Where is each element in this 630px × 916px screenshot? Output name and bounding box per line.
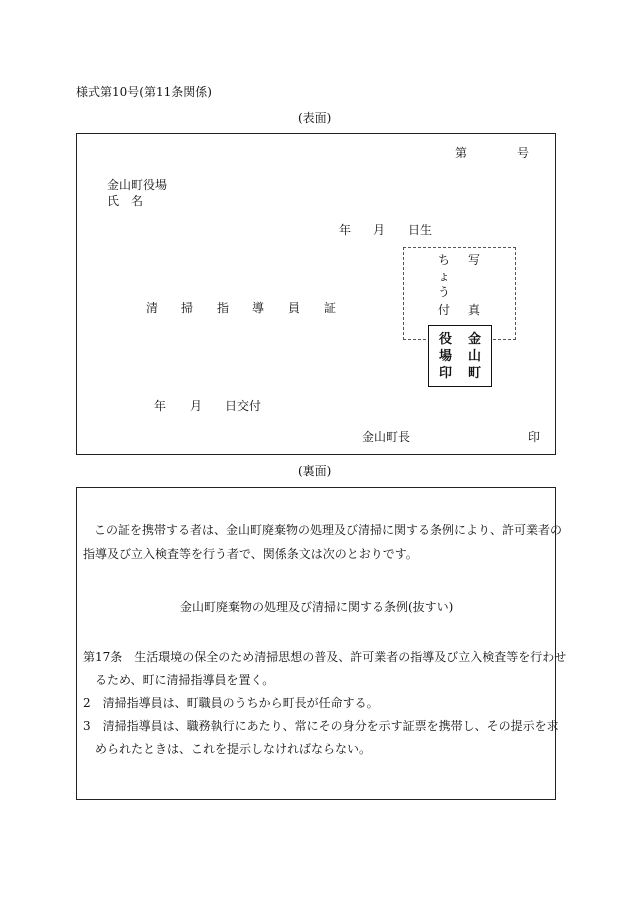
photo-label-col1-2: ょ xyxy=(438,269,451,283)
seal-left-2: 場 xyxy=(439,349,453,364)
title-char-1: 清 xyxy=(146,301,159,315)
photo-label-col1-4: 付 xyxy=(438,303,451,317)
photo-label-col1-3: う xyxy=(438,285,451,299)
article-17-line-2: るため、町に清掃指導員を置く。 xyxy=(95,673,275,687)
seal-right-2: 山 xyxy=(468,349,482,364)
title-char-5: 員 xyxy=(288,301,301,315)
front-card xyxy=(76,133,556,455)
clause-3-line-2: められたときは、これを提示しなければならない。 xyxy=(95,742,372,756)
number-suffix: 号 xyxy=(517,146,530,160)
issue-day-label: 日交付 xyxy=(225,399,262,413)
mayor-label: 金山町長 xyxy=(362,430,411,444)
clause-3-line-1: 3 清掃指導員は、職務執行にあたり、常にその身分を示す証票を携帯し、その提示を求 xyxy=(83,719,559,733)
back-card xyxy=(76,487,567,800)
issue-year-label: 年 xyxy=(154,399,167,413)
seal-left-1: 役 xyxy=(439,332,453,347)
photo-label-col1-1: ち xyxy=(438,253,451,267)
seal-left-3: 印 xyxy=(439,366,453,381)
ordinance-title: 金山町廃棄物の処理及び清掃に関する条例(抜すい) xyxy=(180,600,454,614)
title-char-4: 導 xyxy=(252,301,265,315)
article-17-line-1: 第17条 生活環境の保全のため清掃思想の普及、許可業者の指導及び立入検査等を行わせ xyxy=(83,650,567,664)
number-prefix: 第 xyxy=(455,146,468,160)
title-char-2: 掃 xyxy=(181,301,194,315)
issuer-name: 金山町役場 xyxy=(107,178,168,192)
birth-year-label: 年 xyxy=(339,223,352,237)
clause-2: 2 清掃指導員は、町職員のうちから町長が任命する。 xyxy=(83,696,379,710)
birth-day-label: 日生 xyxy=(408,223,433,237)
name-label: 氏 名 xyxy=(107,194,144,208)
back-caption: (裏面) xyxy=(298,464,332,478)
title-char-6: 証 xyxy=(324,301,337,315)
intro-line-2: 指導及び立入検査等を行う者で、関係条文は次のとおりです。 xyxy=(83,547,418,561)
stamp-mark: 印 xyxy=(528,430,541,444)
form-number: 様式第10号(第11条関係) xyxy=(76,85,212,99)
birth-month-label: 月 xyxy=(373,223,386,237)
seal-right-1: 金 xyxy=(468,332,482,347)
intro-line-1: この証を携帯する者は、金山町廃棄物の処理及び清掃に関する条例により、許可業者の xyxy=(94,523,563,537)
issue-month-label: 月 xyxy=(190,399,203,413)
front-caption: (表面) xyxy=(298,111,332,125)
title-char-3: 指 xyxy=(217,301,230,315)
seal-right-3: 町 xyxy=(468,366,482,381)
photo-label-col2-1: 写 xyxy=(468,253,481,267)
official-seal xyxy=(428,325,492,387)
photo-label-col2-2: 真 xyxy=(468,303,481,317)
